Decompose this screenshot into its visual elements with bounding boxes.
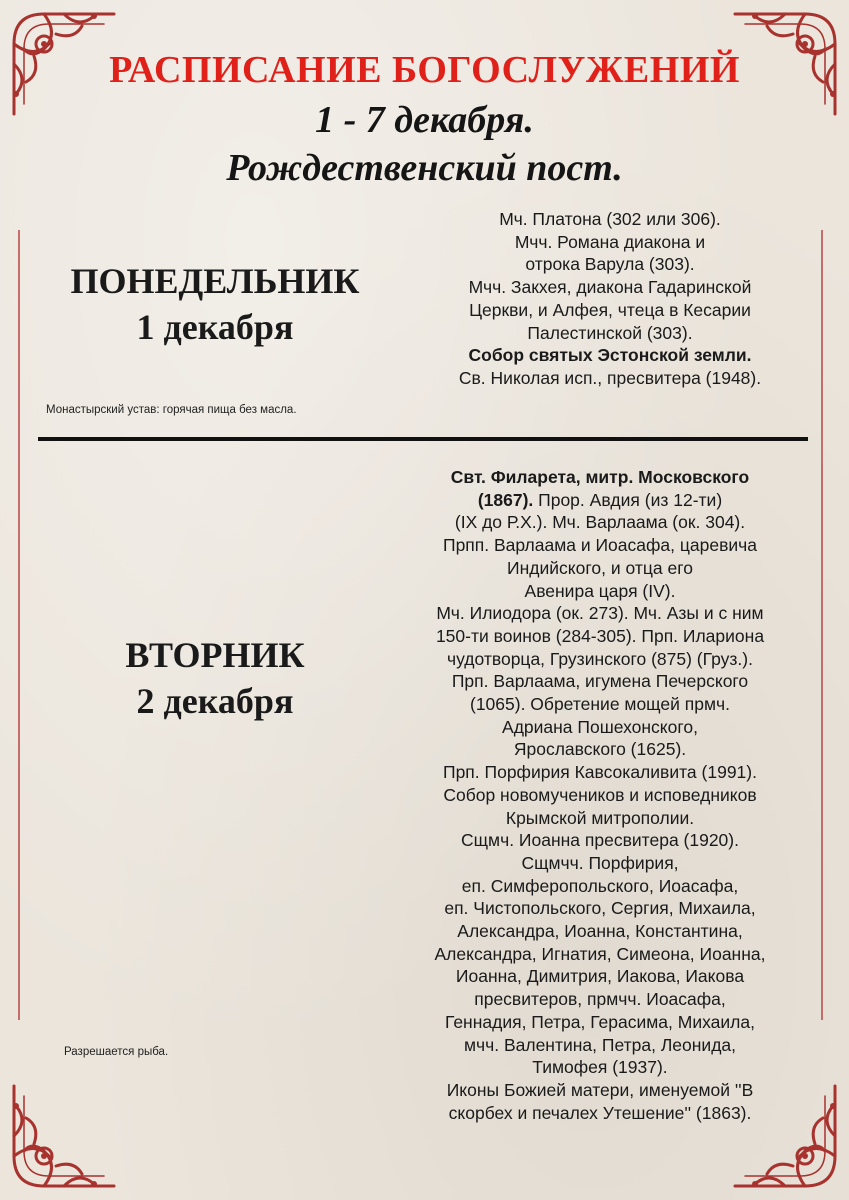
saints-line: (IX до Р.Х.). Мч. Варлаама (ок. 304). — [454, 512, 746, 533]
border-line-left — [18, 230, 20, 1020]
saints-line: Церкви, и Алфея, чтеца в Кесарии — [469, 299, 751, 320]
saints-line: Свт. Филарета, митр. Московского — [450, 467, 750, 487]
saints-line: Прп. Варлаама, игумена Печерского — [451, 671, 749, 692]
saints-list-tuesday — [390, 466, 810, 1124]
saints-line: Иконы Божией матери, именуемой ''В — [446, 1079, 754, 1100]
saints-line: Палестинской (303). — [527, 322, 693, 343]
saints-line: Авенира царя (IV). — [524, 580, 676, 601]
section-divider — [38, 437, 808, 441]
saints-line: Александра, Иоанна, Константина, — [457, 921, 743, 942]
saints-line: Крымской митрополии. — [505, 807, 695, 828]
saints-line: Ярославского (1625). — [513, 739, 687, 760]
weekday-label: ПОНЕДЕЛЬНИК — [70, 261, 360, 301]
saints-line: Сщмчч. Порфирия, — [521, 852, 679, 873]
saints-line: Прп. Порфирия Кавсокаливита (1991). — [443, 762, 757, 783]
saints-line: Александра, Игнатия, Симеона, Иоанна, — [434, 943, 766, 964]
saints-list-monday — [400, 208, 820, 390]
saints-line: отрока Варула (303). — [525, 254, 695, 275]
saints-line: Св. Николая исп., пресвитера (1948). — [458, 367, 762, 388]
saints-line: Индийского, и отца его — [507, 557, 693, 578]
page-title: РАСПИСАНИЕ БОГОСЛУЖЕНИЙ — [109, 49, 740, 91]
saints-line: Иоанна, Димитрия, Иакова, Иакова — [455, 966, 745, 987]
border-line-right — [821, 230, 823, 1020]
saints-line: (1867). Прор. Авдия (из 12-ти) — [477, 489, 723, 510]
saints-line: Мч. Платона (302 или 306). — [499, 209, 721, 229]
saints-line: еп. Чистопольского, Сергия, Михаила, — [444, 898, 756, 919]
fasting-note-tuesday: Разрешается рыба. — [64, 1046, 169, 1058]
saints-line: Тимофея (1937). — [532, 1057, 668, 1078]
day-date: 1 декабря — [136, 307, 294, 347]
day-heading-monday — [40, 258, 390, 350]
saints-line: Мчч. Романа диакона и — [514, 231, 706, 252]
saints-line: чудотворца, Грузинского (875) (Груз.). — [447, 648, 753, 669]
saints-line: Собор новомучеников и исповедников — [443, 784, 757, 805]
saints-line: еп. Симферопольского, Иоасафа, — [461, 875, 739, 896]
fasting-note-monday: Монастырский устав: горячая пища без масла. — [46, 404, 297, 416]
corner-ornament-icon — [4, 1076, 124, 1196]
saints-line: скорбех и печалех Утешение'' (1863). — [448, 1102, 752, 1123]
saints-line: мчч. Валентина, Петра, Леонида, — [463, 1034, 737, 1055]
saints-line: Сщмч. Иоанна пресвитера (1920). — [461, 830, 739, 851]
day-heading-tuesday — [40, 632, 390, 724]
saints-line: Прпп. Варлаама и Иоасафа, царевича — [443, 535, 757, 556]
day-date: 2 декабря — [136, 681, 294, 721]
saints-line: пресвитеров, прмчч. Иоасафа, — [474, 989, 726, 1010]
saints-line: Геннадия, Петра, Герасима, Михаила, — [445, 1011, 755, 1032]
weekday-label: ВТОРНИК — [125, 635, 305, 675]
date-range: 1 - 7 декабря. — [315, 99, 534, 141]
saints-line: (1065). Обретение мощей прмч. — [470, 694, 730, 715]
saints-line: Мчч. Закхея, диакона Гадаринской — [468, 277, 752, 298]
saints-line: Собор святых Эстонской земли. — [468, 345, 752, 366]
saints-line: Адриана Пошехонского, — [502, 716, 698, 737]
saints-line: 150-ти воинов (284-305). Прп. Илариона — [435, 625, 765, 646]
fast-season: Рождественский пост. — [226, 147, 623, 189]
saints-line: Мч. Илиодора (ок. 273). Мч. Азы и с ним — [436, 603, 764, 624]
